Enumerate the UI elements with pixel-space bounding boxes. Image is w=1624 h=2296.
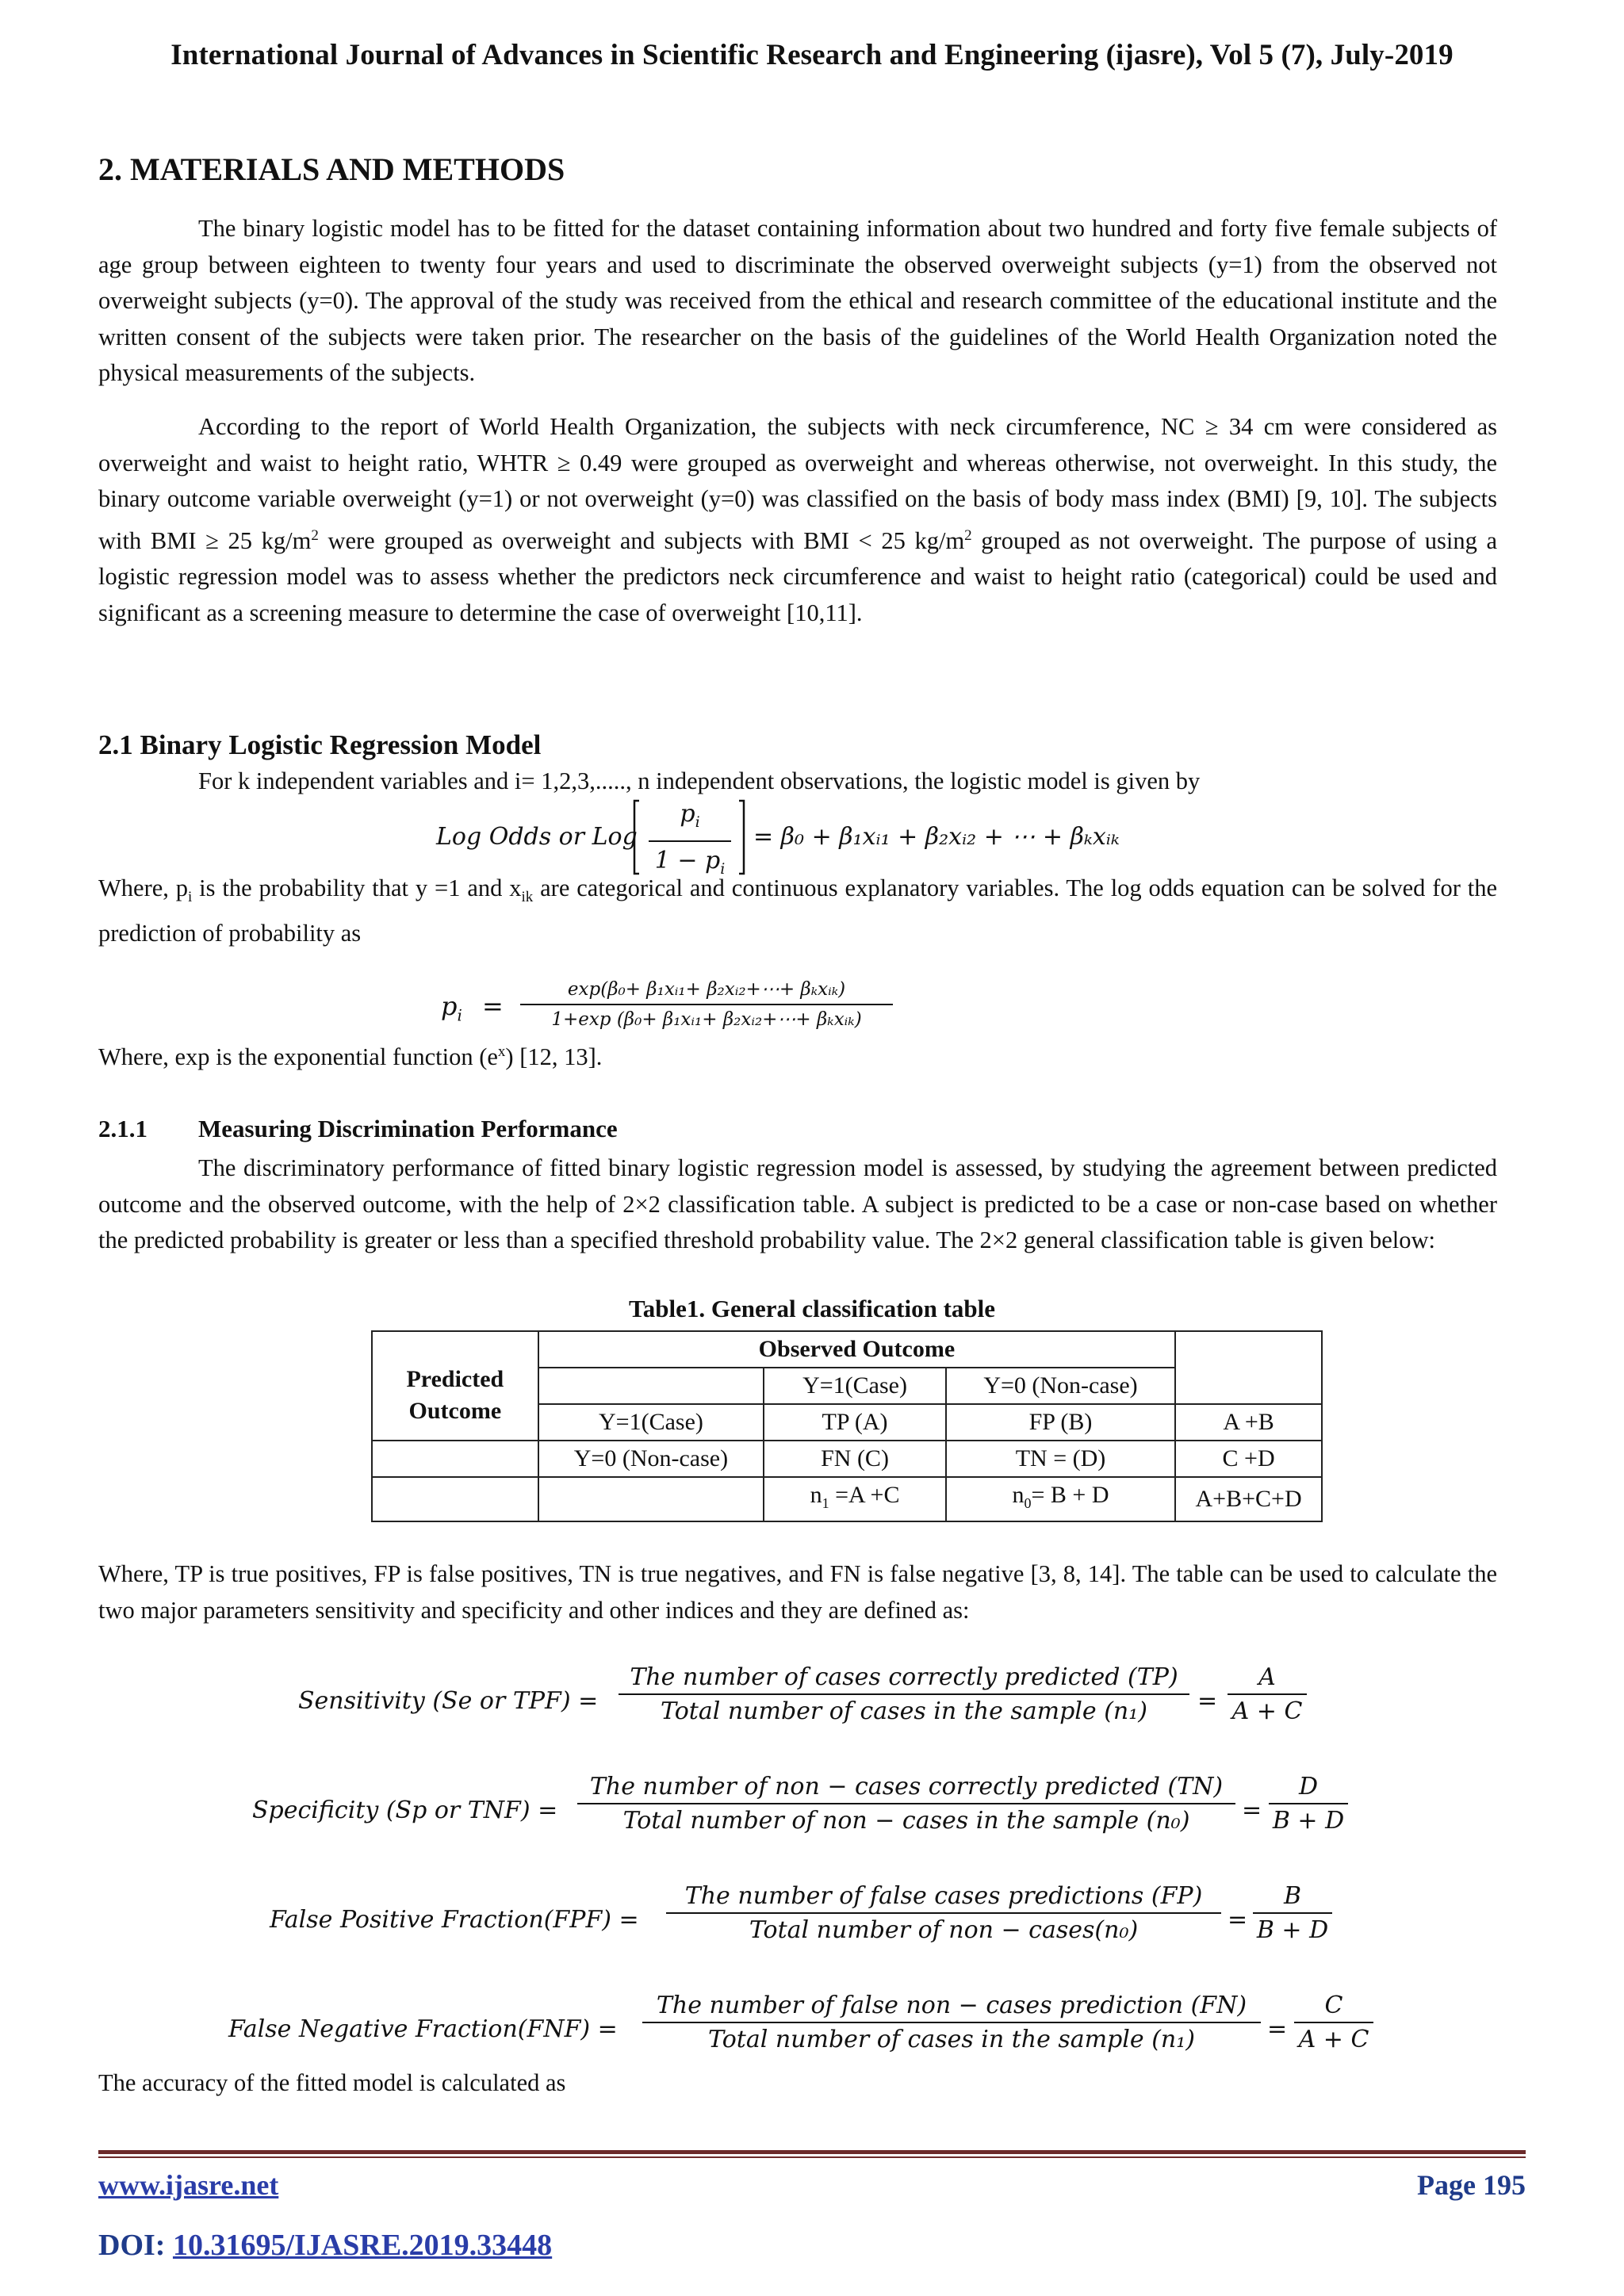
eq2-equals: = xyxy=(482,991,504,1021)
formula-denominator: Total number of cases in the sample (n₁) xyxy=(661,1697,1147,1725)
table-caption: Table1. General classification table xyxy=(628,1295,996,1322)
equals-sign: = xyxy=(1197,1687,1218,1715)
observed-outcome-header: Observed Outcome xyxy=(538,1331,1175,1368)
page-number: Page 195 xyxy=(1417,2169,1526,2201)
where1-sub-ik: ik xyxy=(521,889,534,906)
eq1-numerator xyxy=(644,798,736,839)
eq1-fraction-bar xyxy=(649,840,731,842)
formula-sensitivity xyxy=(0,1651,1624,1746)
eq1-num-text: p xyxy=(680,800,695,828)
formula-fraction xyxy=(666,1881,1221,1947)
doi-link[interactable]: 10.31695/IJASRE.2019.33448 xyxy=(172,2229,553,2262)
n0-sub: 0 xyxy=(1024,1495,1032,1511)
formula-lhs: False Positive Fraction(FPF) = xyxy=(270,1906,639,1934)
n1-sub: 1 xyxy=(822,1495,829,1511)
table-cell: FN (C) xyxy=(764,1441,946,1477)
ratio-numerator: C xyxy=(1324,1992,1343,2019)
n0-a: n xyxy=(1012,1482,1025,1508)
where1-sub-i: i xyxy=(188,889,193,906)
ratio-denominator: B + D xyxy=(1256,1916,1329,1944)
where2-a: Where, exp is the exponential function (e xyxy=(98,1043,498,1071)
equals-sign: = xyxy=(1267,2015,1288,2043)
eq2-fraction-bar xyxy=(520,1004,893,1005)
eq1-rhs: = β₀ + β₁xᵢ₁ + β₂xᵢ₂ + ⋯ + βₖxᵢₖ xyxy=(753,823,1120,851)
doi-label: DOI: xyxy=(98,2229,173,2262)
eq2-lhs-text: p xyxy=(441,991,458,1021)
formula-ratio xyxy=(1294,1990,1373,2057)
equals-sign: = xyxy=(1242,1797,1262,1824)
formula-ratio xyxy=(1269,1771,1348,1838)
right-bracket-icon xyxy=(737,799,745,875)
formula-lhs: Specificity (Sp or TNF) = xyxy=(252,1797,558,1824)
formula-lhs: False Negative Fraction(FNF) = xyxy=(228,2015,618,2043)
predicted-outcome-label xyxy=(372,1331,538,1441)
footer-rule xyxy=(98,2150,1526,2154)
formula-numerator: The number of false non − cases prediction (FN) xyxy=(656,1992,1247,2019)
superscript-2: 2 xyxy=(311,526,319,544)
equation-log-odds xyxy=(436,798,1229,877)
table-cell-empty xyxy=(538,1477,764,1521)
ratio-numerator: A xyxy=(1258,1663,1276,1691)
accuracy-line: The accuracy of the fitted model is calculated as xyxy=(98,2069,566,2096)
where1-b: is the probability that y =1 and x xyxy=(192,874,522,901)
where1-c: are categorical and continuous explanatory variables. The log odds equation can be solved for the prediction of probability as xyxy=(98,874,1497,947)
subsubsection-number: 2.1.1 xyxy=(98,1115,147,1142)
formula-numerator: The number of cases correctly predicted (TP) xyxy=(630,1663,1178,1691)
formula-fraction xyxy=(619,1662,1189,1728)
n1-b: =A +C xyxy=(829,1482,900,1508)
section-title: 2. MATERIALS AND METHODS xyxy=(98,151,565,187)
column-header-noncase: Y=0 (Non-case) xyxy=(946,1368,1175,1404)
classification-table xyxy=(371,1330,1323,1522)
equation-probability xyxy=(441,970,933,1042)
journal-header: International Journal of Advances in Scientific Research and Engineering (ijasre), Vol 5 (7), July-2019 xyxy=(170,39,1454,71)
table-cell-empty xyxy=(372,1441,538,1477)
column-header-case: Y=1(Case) xyxy=(764,1368,946,1404)
predicted-line-1: Predicted xyxy=(406,1366,504,1392)
where-exp xyxy=(98,1043,602,1071)
paragraph-2-part-a: According to the report of World Health Organization, the subjects with neck circumference, NC ≥ 34 cm were considered as overweight and waist to height ratio, WHTR ≥ 0.49 were grouped as overweight and whereas otherwise, not overweight. In this study, the binary outcome variable overweight (y=1) or not overweight (y=0) was classified on the basis of body mass index (BMI) [9, 10]. The subjects with BMI ≥ 25 kg/m xyxy=(98,413,1497,554)
subsection-title: 2.1 Binary Logistic Regression Model xyxy=(98,729,542,760)
paragraph-2-part-b: were grouped as overweight and subjects with BMI < 25 kg/m xyxy=(318,526,965,554)
formula-denominator: Total number of non − cases(n₀) xyxy=(749,1916,1139,1944)
table-row xyxy=(372,1441,1322,1477)
after-table-paragraph: Where, TP is true positives, FP is false positives, TN is true negatives, and FN is false negative [3, 8, 14]. The table can be used to calculate the two major parameters sensitivity and specificity and other indices and they are defined as: xyxy=(98,1560,1497,1624)
eq2-denominator: 1+exp (β₀+ β₁xᵢ₁+ β₂xᵢ₂+⋯+ βₖxᵢₖ) xyxy=(551,1009,862,1030)
paragraph-1: The binary logistic model has to be fitted for the dataset containing information about two hundred and forty five female subjects of age group between eighteen to twenty four years and used to discriminate the observed overweight subjects (y=1) from the observed not overweight subjects (y=0). The approval of the study was received from the ethical and research committee of the educational institute and the written consent of the subjects were taken prior. The researcher on the basis of the guidelines of the World Health Organization noted the physical measurements of the subjects. xyxy=(98,215,1497,386)
eq1-den-sub: i xyxy=(720,860,726,878)
website-link[interactable]: www.ijasre.net xyxy=(98,2169,279,2201)
subsubsection-title: Measuring Discrimination Performance xyxy=(198,1115,618,1142)
ratio-denominator: A + C xyxy=(1231,1697,1303,1725)
table-row xyxy=(372,1477,1322,1521)
row-total: C +D xyxy=(1175,1441,1322,1477)
paragraph-2-part-c: grouped as not overweight. The purpose of using a logistic regression model was to assess whether the predictors neck circumference and waist to height ratio (categorical) could be used and significant as a screening measure to determine the case of overweight [10,11]. xyxy=(98,526,1498,626)
eq2-fraction xyxy=(520,977,893,1032)
table-cell-empty xyxy=(538,1368,764,1404)
table-cell-empty xyxy=(1175,1331,1322,1404)
formula-denominator: Total number of cases in the sample (n₁) xyxy=(708,2026,1195,2053)
formula-false-positive-fraction xyxy=(0,1869,1624,1965)
footer-rule xyxy=(98,2156,1526,2158)
formula-fraction xyxy=(642,1990,1261,2057)
where1-a: Where, p xyxy=(98,874,189,901)
superscript-2: 2 xyxy=(964,526,972,544)
row-label: Y=0 (Non-case) xyxy=(538,1441,764,1477)
column-total-n1 xyxy=(764,1477,946,1521)
formula-fraction xyxy=(577,1771,1235,1838)
table-cell: FP (B) xyxy=(946,1404,1175,1441)
row-label: Y=1(Case) xyxy=(538,1404,764,1441)
formula-specificity xyxy=(0,1760,1624,1855)
where2-sup: x xyxy=(497,1043,506,1060)
ratio-denominator: B + D xyxy=(1272,1807,1345,1835)
subsection-intro: For k independent variables and i= 1,2,3,....., n independent observations, the logistic model is given by xyxy=(198,767,1201,794)
formula-false-negative-fraction xyxy=(0,1979,1624,2074)
formula-numerator: The number of non − cases correctly predicted (TN) xyxy=(589,1773,1224,1800)
subsubsection-heading xyxy=(98,1115,618,1143)
eq2-numerator: exp(β₀+ β₁xᵢ₁+ β₂xᵢ₂+⋯+ βₖxᵢₖ) xyxy=(567,979,846,1000)
ratio-numerator: D xyxy=(1298,1773,1319,1800)
eq1-num-sub: i xyxy=(695,813,700,831)
formula-denominator: Total number of non − cases in the sample (n₀) xyxy=(622,1807,1190,1835)
row-total: A +B xyxy=(1175,1404,1322,1441)
formula-lhs: Sensitivity (Se or TPF) = xyxy=(298,1687,599,1715)
left-bracket-icon xyxy=(633,799,641,875)
formula-ratio xyxy=(1253,1881,1332,1947)
grand-total: A+B+C+D xyxy=(1175,1477,1322,1521)
table-cell-empty xyxy=(372,1477,538,1521)
doi xyxy=(98,2228,552,2263)
table-row xyxy=(372,1331,1322,1368)
column-total-n0 xyxy=(946,1477,1175,1521)
eq2-lhs-sub: i xyxy=(457,1005,462,1025)
where2-b: ) [12, 13]. xyxy=(505,1043,603,1071)
ratio-numerator: B xyxy=(1283,1882,1302,1910)
eq2-lhs xyxy=(441,991,462,1024)
table-cell: TN = (D) xyxy=(946,1441,1175,1477)
formula-numerator: The number of false cases predictions (FP) xyxy=(684,1882,1203,1910)
discrimination-paragraph: The discriminatory performance of fitted binary logistic regression model is assessed, by studying the agreement between predicted outcome and the observed outcome, with the help of 2×2 classification table. A subject is predicted to be a case or non-case based on whether the predicted probability is greater or less than a specified threshold probability value. The 2×2 general classification table is given below: xyxy=(98,1154,1497,1253)
table-cell: TP (A) xyxy=(764,1404,946,1441)
n0-b: = B + D xyxy=(1031,1482,1109,1508)
eq1-den-text: 1 − p xyxy=(654,847,721,874)
ratio-denominator: A + C xyxy=(1298,2026,1369,2053)
where-probability xyxy=(98,871,1497,951)
n1-a: n xyxy=(810,1482,822,1508)
equals-sign: = xyxy=(1228,1906,1248,1934)
paragraph-2 xyxy=(98,409,1497,631)
predicted-line-2: Outcome xyxy=(408,1398,502,1424)
formula-ratio xyxy=(1228,1662,1307,1728)
eq1-lhs: Log Odds or Log xyxy=(436,823,638,851)
